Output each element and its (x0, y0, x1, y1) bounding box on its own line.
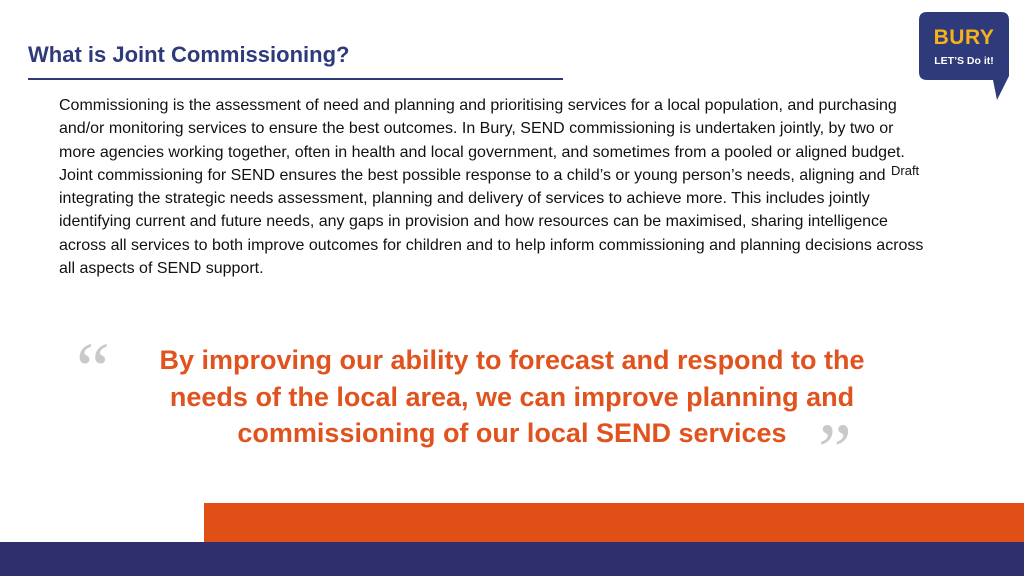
body-paragraph: Commissioning is the assessment of need and planning and prioritising services for a local population, and purchasing and/or monitoring services to ensure the best outcomes. In Bury, SEND commissioning is undertaken jointly, by two or more agencies working together, often in health and local government, and sometimes from a pooled or aligned budget. Joint commissioning for SEND ensures the best possible response to a child’s or young person’s needs, aligning and integrating the strategic needs assessment, planning and delivery of services to achieve more. This includes jointly identifying current and future needs, any gaps in provision and how resources can be maximised, sharing intelligence across all services to both improve outcomes for children and to help inform commissioning and planning decisions across all aspects of SEND support. (59, 97, 924, 278)
pull-quote-line-3: commissioning of our local SEND services (237, 418, 787, 448)
logo-wordmark: BURY (933, 26, 995, 49)
pull-quote-line-1: By improving our ability to forecast and respond to the (159, 345, 865, 375)
logo-tagline: LET’S Do it! (934, 55, 994, 67)
title-underline (28, 78, 563, 80)
footer-orange-bar (204, 503, 1024, 542)
pull-quote (100, 342, 924, 452)
close-quote-icon: ” (818, 409, 852, 493)
open-quote-icon: “ (76, 328, 110, 412)
footer-navy-bar (0, 542, 1024, 576)
draft-label: Draft (891, 163, 920, 178)
pull-quote-line-2: needs of the local area, we can improve planning and (169, 381, 855, 412)
slide-title: What is Joint Commissioning? (28, 42, 350, 67)
bury-logo (919, 12, 1009, 102)
